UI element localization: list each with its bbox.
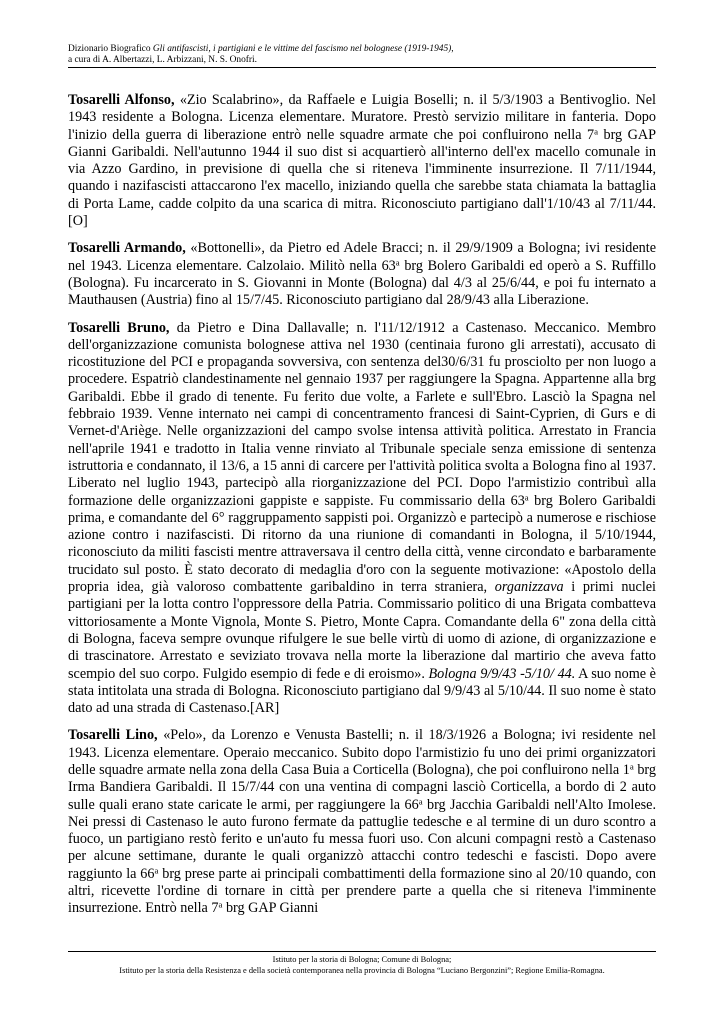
entry-text: «Zio Scalabrino», da Raffaele e Luigia Boselli; n. il 5/3/1903 a Bentivoglio. Nel 1943 residente a Bologna. Licenza elementare. Muratore. Prestò servizio militare in fanteria. Dopo l'inizio della guerra di liberazione entrò nelle squadre armate che poi confluirono nella 7 (68, 92, 656, 143)
header-line-2: a cura di A. Albertazzi, L. Arbizzani, N. S. Onofri. (68, 55, 258, 65)
header-line-1: Dizionario Biografico Gli antifascisti, i partigiani e le vittime del fascismo nel bolognese (1919-1945), (68, 44, 454, 54)
footer-line-2: Istituto per la storia della Resistenza e della società contemporanea nella provincia di Bologna “Luciano Bergonzini”; Regione Emilia-Romagna. (119, 966, 605, 975)
entry-text: brg prese parte ai principali combattimenti della formazione sino al 20/10 quando, con altri, ricevette l'ordine di tornare in città per prendere parte a quella che si riteneva l'imminente insurrezione. Entrò nella 7 (68, 865, 656, 917)
entry-text: brg Bolero Garibaldi prima, e comandante del 6° raggruppamento sappisti poi. Organizzò e partecipò a numerose e rischiose azione contro i nazifascisti. Di ritorno da una riunione di comandanti in Bologna, il 5/10/1944, riconosciuto da militi fascisti mentre attraversava il centro della città, venne circondato e barbaramente trucidato sul posto. È stato decorato di medaglia d'oro con la seguente motivazione: «Apostolo della propria idea, già valoroso combattente garibaldino in terra straniera, (68, 492, 656, 596)
page-header (68, 44, 656, 66)
header-title-italic: Gli antifascisti, i partigiani e le vittime del fascismo nel bolognese (1919-1945) (152, 44, 452, 54)
entry-text: «Bottonelli», da Pietro ed Adele Bracci; n. il 29/9/1909 a Bologna; ivi residente nel 1943. Licenza elementare. Calzolaio. Militò nella 63 (68, 240, 656, 274)
superscript: a (629, 761, 634, 772)
entry-name: Tosarelli Alfonso, (68, 92, 175, 108)
entry-text: brg GAP Gianni Garibaldi. Nell'autunno 1944 il suo dist si acquartierò all'interno dell'ex macello comunale in via Azzo Gardino, in previsione di quella che si riteneva l'imminente insurrezione. Il 7/11/1944, quando i nazifascisti attaccarono l'ex macello, iniziando quella che sarebbe stata chiamata la battaglia di Porta Lame, cadde colpito da una scarica di mitra. Riconosciuto partigiano dall'1/10/43 al 7/11/44. [O] (68, 126, 656, 230)
superscript: a (594, 126, 598, 137)
superscript: a (418, 796, 423, 807)
entry-tosarelli-armando (68, 240, 656, 309)
page-footer (30, 954, 694, 976)
header-divider (68, 67, 656, 68)
italic-text: Bologna 9/9/43 -5/10/ 44. (428, 665, 576, 682)
superscript: a (395, 257, 400, 268)
entry-name: Tosarelli Armando, (68, 240, 186, 257)
entry-text: brg Bolero Garibaldi ed operò a S. Ruffillo (Bologna). Fu incarcerato in S. Giovanni in Monte (Bologna) dal 4/3 al 25/6/44, e poi fu internato a Mauthausen (Austria) fino al 15/7/45. Riconosciuto partigiano dal 28/9/43 alla Liberazione. (68, 257, 656, 309)
entry-text: brg GAP Gianni (222, 900, 319, 917)
entry-name: Tosarelli Lino, (68, 727, 158, 744)
entry-tosarelli-bruno (68, 320, 656, 718)
document-body (68, 92, 656, 928)
entry-tosarelli-alfonso (68, 92, 656, 230)
superscript: a (154, 865, 159, 876)
footer-line-1: Istituto per la storia di Bologna; Comune di Bologna; (272, 955, 452, 964)
italic-text: organizzava (494, 579, 564, 596)
footer-divider (68, 951, 656, 952)
entry-text: i primi nuclei partigiani per la lotta contro l'oppressore della Patria. Commissario politico di una Brigata combatteva vittoriosamente a Monte Vignola, Monte S. Pietro, Monte Capra. Comandante della 6" zona della città di Bologna, faceva sempre ovunque rifulgere le sue belle virtù di uomo di azione, di organizzazione e di trascinatore. Arrestato e seviziato trovava nella morte la liberazione dal martirio che aveva fatto scempio del suo corpo. Fulgido esempio di fede e di eroismo». (68, 579, 656, 682)
entry-tosarelli-lino (68, 727, 656, 917)
entry-text: A suo nome è stata intitolata una strada di Bologna. Riconosciuto partigiano dal 9/9/43 al 5/10/44. Il suo nome è stato dato ad una strada di Castenaso.[AR] (68, 665, 656, 717)
entry-text: «Pelo», da Lorenzo e Venusta Bastelli; n. il 18/3/1926 a Bologna; ivi residente nel 1943. Licenza elementare. Operaio meccanico. Subito dopo l'armistizio fu uno dei primi organizzatori delle squadre armate nella zona della Casa Buia a Corticella (Bologna), che poi confluirono nella 1 (68, 727, 656, 778)
entry-name: Tosarelli Bruno, (68, 319, 170, 336)
entry-text: da Pietro e Dina Dallavalle; n. l'11/12/1912 a Castenaso. Meccanico. Membro dell'organizzazione comunista bolognese attiva nel 1930 (centinaia furono gli arrestati), accusato di ricostituzione del PCI e propaganda sovversiva, con sentenza del30/6/31 fu prosciolto per non luogo a procedere. Espatriò clandestinamente nel gennaio 1937 per raggiungere la Spagna. Appartenne alla brg Garibaldi. Ebbe il grado di tenente. Fu ferito due volte, a Farlete e sull'Ebro. Lasciò la Spagna nel febbraio 1939. Venne internato nei campi di concentramento francesi di Saint-Cyprien, di Gurs e di Vernet-d'Ariège. Nelle organizzazioni del campo svolse intensa attività politica. Arrestato in Francia nell'aprile 1941 e tradotto in Italia venne rinviato al Tribunale speciale senza emissione di sentenza istruttoria e condannato, il 13/6, a 15 anni di carcere per l'attività politica svolta a Bologna fino al 1937. Liberato nel luglio 1943, partecipò alla riorganizzazione del PCI. Dopo l'armistizio contribuì alla formazione delle organizzazioni gappiste e sappiste. Fu commissario della 63 (68, 319, 656, 509)
entry-text: brg Jacchia Garibaldi nell'Alto Imolese. Nei pressi di Castenaso le auto furono fermate da pattuglie tedesche e al termine di un duro scontro a fuoco, un partigiano restò ferito e un'auto fu messa fuori uso. Con alcuni compagni restò a Castenaso per alcune settimane, durante le quali organizzò attacchi contro tedeschi e fascisti. Dopo avere raggiunto la 66 (68, 796, 656, 882)
superscript: a (524, 492, 529, 503)
entry-text: brg Irma Bandiera Garibaldi. Il 15/7/44 con una ventina di compagni lasciò Corticella, a bordo di 2 auto sulle quali erano state caricate le armi, per raggiungere la 66 (68, 761, 656, 813)
superscript: a (218, 899, 223, 910)
